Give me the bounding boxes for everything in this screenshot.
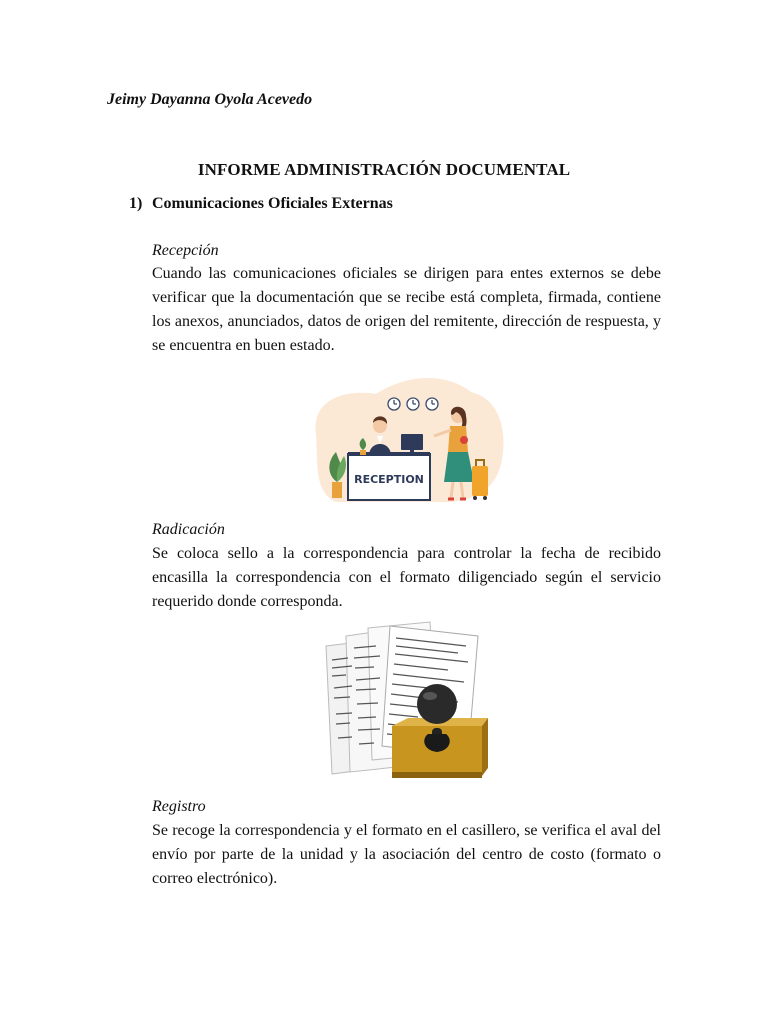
document-title: INFORME ADMINISTRACIÓN DOCUMENTAL [197, 160, 571, 179]
reception-illustration [296, 364, 518, 516]
author-name: Jeimy Dayanna Oyola Acevedo [107, 91, 313, 108]
section-number: 1) [129, 195, 143, 212]
paragraph-recepcion: Cuando las comunicaciones oficiales se dirigen para entes externos se debe verificar que la documentación que se recibe está completa, firmada, contiene los anexos, anunciados, datos de origen del remitente, dirección de respuesta, y se encuentra en buen estado. [152, 265, 661, 354]
subsection-heading-registro: Registro [152, 798, 206, 815]
wall-clocks-icon [388, 398, 438, 410]
subsection-heading-radicacion: Radicación [152, 521, 225, 538]
section-heading-text: Comunicaciones Oficiales Externas [152, 195, 393, 212]
documents-stamp-illustration [318, 618, 496, 790]
reception-sign: RECEPTION [354, 473, 424, 486]
subsection-heading-recepcion: Recepción [152, 242, 219, 259]
paragraph-radicacion: Se coloca sello a la correspondencia para controlar la fecha de recibido encasilla la correspondencia con el formato diligenciado según el servicio requerido donde corresponda. [152, 545, 661, 610]
reception-desk [348, 452, 430, 500]
suitcase-icon [472, 460, 488, 500]
paragraph-registro: Se recoge la correspondencia y el formato en el casillero, se verifica el aval del envío por parte de la unidad y la asociación del centro de costo (formato o correo electrónico). [152, 822, 661, 887]
section-heading [129, 195, 393, 213]
